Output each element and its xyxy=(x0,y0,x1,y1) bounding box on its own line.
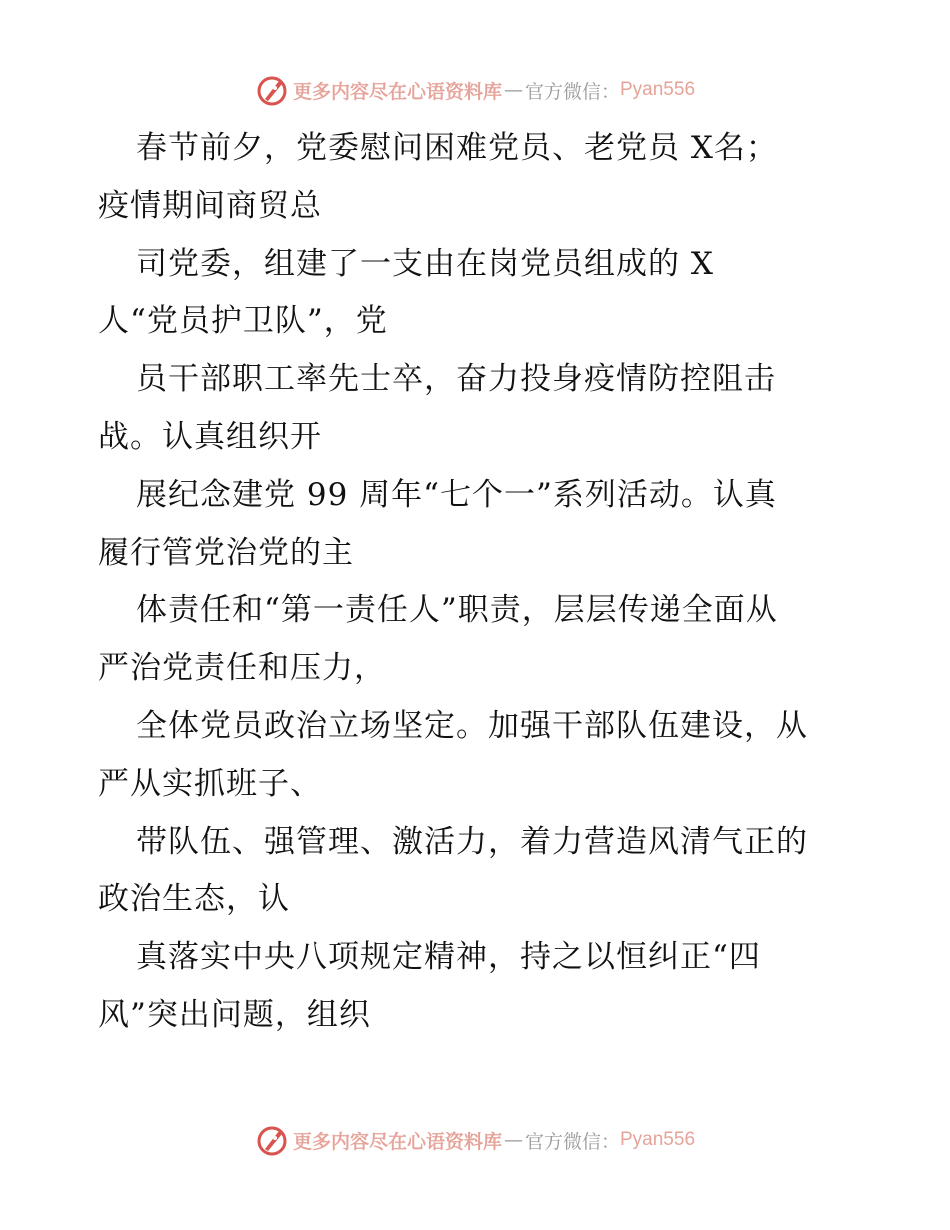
body-line: 员干部职工率先士卒，奋力投身疫情防控阻击 xyxy=(136,361,776,398)
body-line: 风”突出问题，组织 xyxy=(98,996,371,1033)
header-watermark-banner xyxy=(0,70,950,110)
body-line: 全体党员政治立场坚定。加强干部队伍建设，从 xyxy=(136,707,808,744)
footer-watermark-banner xyxy=(0,1120,950,1160)
body-line: 政治生态，认 xyxy=(98,881,290,918)
body-line: 展纪念建党 99 周年“七个一”系列活动。认真 xyxy=(136,476,777,513)
header-account-handle: Pyan556 xyxy=(620,79,696,100)
pen-nib-logo-icon xyxy=(255,73,289,107)
header-account-label: 官方微信： xyxy=(524,80,620,103)
body-line: 严从实抓班子、 xyxy=(98,765,322,802)
pen-nib-logo-icon xyxy=(255,1123,289,1157)
body-line: 严治党责任和压力， xyxy=(98,650,386,687)
header-separator: — xyxy=(503,79,523,101)
body-line: 体责任和“第一责任人”职责，层层传递全面从 xyxy=(136,592,778,629)
body-line: 带队伍、强管理、激活力，着力营造风清气正的 xyxy=(136,823,808,860)
body-line: 春节前夕，党委慰问困难党员、老党员 X名； xyxy=(136,130,778,166)
body-line: 真落实中央八项规定精神，持之以恒纠正“四 xyxy=(136,939,761,976)
footer-account-handle: Pyan556 xyxy=(620,1129,696,1150)
body-line: 履行管党治党的主 xyxy=(98,534,354,571)
header-brand-text: 更多内容尽在心语资料库 xyxy=(292,80,502,103)
footer-brand-text: 更多内容尽在心语资料库 xyxy=(292,1130,502,1153)
body-line: 疫情期间商贸总 xyxy=(98,187,322,224)
body-line: 司党委，组建了一支由在岗党员组成的 X xyxy=(136,245,714,282)
document-body xyxy=(98,120,858,1045)
body-line: 人“党员护卫队”，党 xyxy=(98,303,388,340)
footer-separator: — xyxy=(503,1129,523,1151)
footer-account-label: 官方微信： xyxy=(524,1130,620,1153)
body-line: 战。认真组织开 xyxy=(98,418,322,455)
